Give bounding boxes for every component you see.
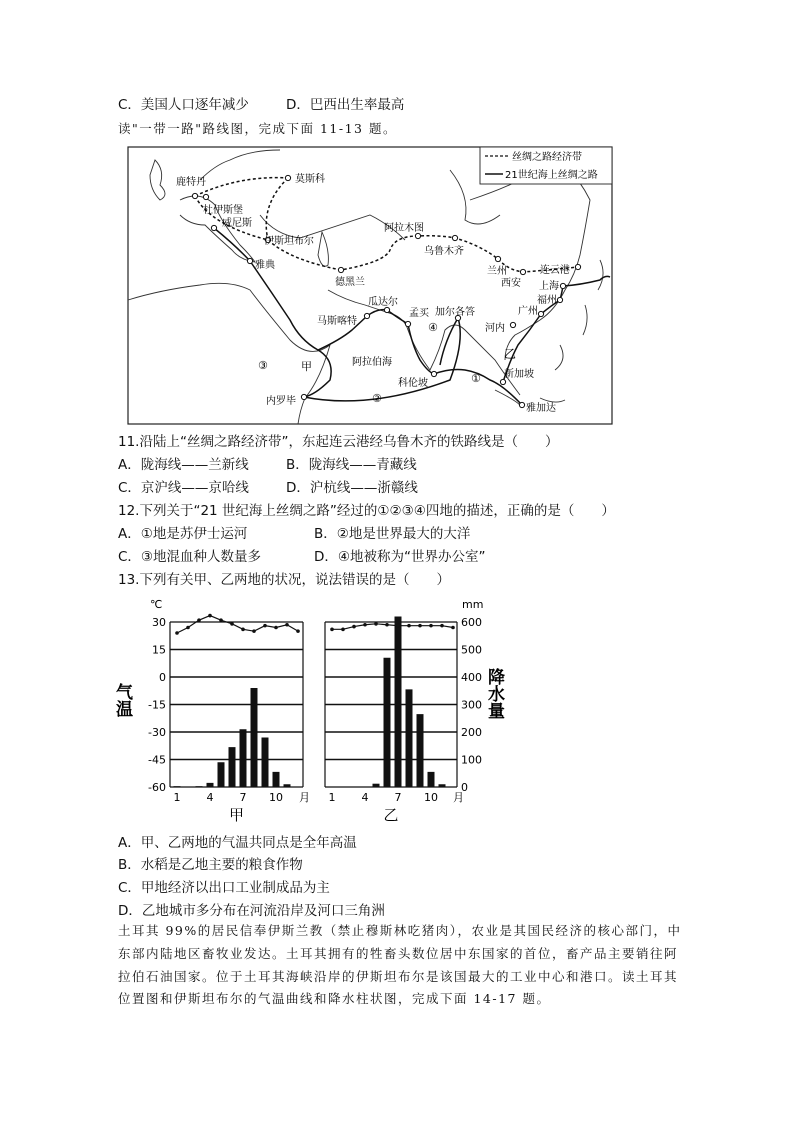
q13-option-b: B．水稻是乙地主要的粮食作物 bbox=[118, 857, 303, 873]
month-unit: 月 bbox=[299, 791, 310, 804]
temperature-point bbox=[396, 624, 400, 628]
temperature-point bbox=[374, 622, 378, 626]
city-label: 兰州 bbox=[487, 266, 507, 277]
temperature-point bbox=[352, 625, 356, 629]
q13-option-d: D．乙地城市多分布在河流沿岸及河口三角洲 bbox=[118, 903, 385, 919]
question-13: 13.下列有关甲、乙两地的状况，说法错误的是（ ） bbox=[118, 572, 450, 588]
temperature-point bbox=[341, 628, 345, 632]
precip-bar bbox=[218, 762, 225, 787]
city-label: 加尔各答 bbox=[435, 307, 475, 318]
temperature-point bbox=[252, 629, 256, 633]
city-label: 科伦坡 bbox=[398, 378, 428, 389]
climate-charts bbox=[0, 590, 794, 830]
temperature-line bbox=[177, 616, 298, 633]
month-tick: 7 bbox=[394, 791, 402, 804]
temp-tick: -15 bbox=[148, 698, 166, 712]
city-label: 杜伊斯堡 bbox=[203, 205, 243, 216]
month-tick: 7 bbox=[239, 791, 247, 804]
temperature-point bbox=[429, 624, 433, 628]
city-dot bbox=[560, 283, 565, 288]
precip-bar bbox=[439, 784, 446, 787]
temperature-point bbox=[219, 618, 223, 622]
month-tick: 10 bbox=[269, 791, 283, 804]
city-dot bbox=[520, 269, 525, 274]
marker-3: ③ bbox=[258, 359, 268, 372]
city-label: 莫斯科 bbox=[295, 174, 325, 185]
q12-options-row2 bbox=[118, 548, 486, 566]
temperature-point bbox=[385, 623, 389, 627]
q12-options-row1 bbox=[118, 525, 470, 543]
precip-tick: 0 bbox=[461, 781, 468, 794]
intro-text: 读"一带一路"路线图，完成下面 11-13 题。 bbox=[118, 121, 397, 136]
city-label: 上海 bbox=[539, 281, 559, 292]
temp-tick: 30 bbox=[152, 616, 166, 629]
precip-tick: 200 bbox=[461, 726, 482, 739]
option-d: D．巴西出生率最高 bbox=[286, 97, 405, 113]
precip-bar bbox=[417, 714, 424, 787]
legend-sea-route: 21世纪海上丝绸之路 bbox=[505, 170, 598, 181]
city-label: 阿拉木图 bbox=[384, 223, 424, 234]
month-tick: 1 bbox=[328, 791, 336, 804]
precip-tick: 500 bbox=[461, 643, 482, 657]
precip-unit: mm bbox=[462, 598, 484, 611]
temperature-point bbox=[175, 631, 179, 635]
precip-bar bbox=[196, 786, 203, 787]
q11-option-a: A．陇海线——兰新线 bbox=[118, 457, 249, 473]
city-dot bbox=[285, 175, 290, 180]
month-tick: 10 bbox=[424, 791, 438, 804]
city-dot bbox=[247, 258, 252, 263]
city-dot bbox=[452, 235, 457, 240]
option-c: C．美国人口逐年减少 bbox=[118, 97, 249, 113]
temperature-point bbox=[451, 626, 455, 630]
passage-line-4: 位置图和伊斯坦布尔的气温曲线和降水柱状图，完成下面 14-17 题。 bbox=[118, 991, 551, 1006]
temperature-line bbox=[332, 624, 453, 630]
precip-bar bbox=[207, 783, 214, 787]
precip-tick: 600 bbox=[461, 616, 482, 629]
city-label: 雅加达 bbox=[526, 403, 556, 414]
temperature-point bbox=[296, 629, 300, 633]
city-dot bbox=[510, 322, 515, 327]
temperature-point bbox=[197, 618, 201, 622]
city-label: 瓜达尔 bbox=[368, 297, 398, 308]
city-label: 新加坡 bbox=[504, 369, 534, 380]
city-label: 乌鲁木齐 bbox=[424, 246, 464, 257]
question-12: 12.下列关于“21 世纪海上丝绸之路”经过的①②③④四地的描述，正确的是（ ） bbox=[118, 503, 615, 519]
q11-option-b: B．陇海线——青藏线 bbox=[286, 457, 417, 473]
city-dot bbox=[500, 379, 505, 384]
precip-bar bbox=[229, 747, 236, 787]
city-label: 孟买 bbox=[409, 308, 429, 319]
q11-option-c: C．京沪线——京哈线 bbox=[118, 480, 249, 496]
temperature-point bbox=[330, 628, 334, 632]
chart-title: 甲 bbox=[228, 806, 245, 824]
city-dot bbox=[431, 371, 436, 376]
city-label: 福州 bbox=[537, 295, 557, 306]
passage-line-3: 拉伯石油国家。位于土耳其海峡沿岸的伊斯坦布尔是该国最大的工业中心和港口。读土耳其 bbox=[118, 969, 679, 984]
precip-bar bbox=[384, 658, 391, 787]
q13-option-c: C．甲地经济以出口工业制成品为主 bbox=[118, 880, 330, 896]
city-label: 威尼斯 bbox=[222, 218, 252, 229]
climate-chart-jia bbox=[112, 598, 310, 824]
q13-option-a: A．甲、乙两地的气温共同点是全年高温 bbox=[118, 835, 357, 851]
city-dot bbox=[557, 297, 562, 302]
precip-bar bbox=[284, 784, 291, 787]
precip-tick: 100 bbox=[461, 753, 482, 767]
precip-bar bbox=[395, 617, 402, 788]
precip-tick: 300 bbox=[461, 698, 482, 712]
temperature-point bbox=[263, 624, 267, 628]
precip-bar bbox=[273, 772, 280, 787]
temp-tick: 15 bbox=[152, 643, 166, 657]
temperature-point bbox=[285, 623, 289, 627]
city-dot bbox=[211, 225, 216, 230]
chart-title: 乙 bbox=[383, 806, 399, 824]
temperature-point bbox=[407, 624, 411, 628]
precip-axis-label: 降水量 bbox=[484, 668, 504, 719]
temp-axis-label: 气温 bbox=[112, 683, 132, 717]
temperature-point bbox=[418, 624, 422, 628]
question-11: 11.沿陆上“丝绸之路经济带”，东起连云港经乌鲁木齐的铁路线是（ ） bbox=[118, 434, 559, 450]
temperature-point bbox=[230, 622, 234, 626]
q11-option-d: D．沪杭线——浙赣线 bbox=[286, 480, 418, 496]
temp-tick: -45 bbox=[148, 753, 166, 767]
passage-line-2: 东部内陆地区畜牧业发达。土耳其拥有的牲畜头数位居中东国家的首位，畜产品主要销往阿 bbox=[118, 946, 679, 961]
precip-bar bbox=[251, 688, 258, 787]
precip-bar bbox=[406, 689, 413, 787]
city-dot bbox=[538, 311, 543, 316]
city-label: 内罗毕 bbox=[266, 396, 296, 407]
q12-option-c: C．③地混血种人数量多 bbox=[118, 549, 262, 565]
temperature-point bbox=[363, 623, 367, 627]
temp-unit: ℃ bbox=[150, 598, 163, 611]
city-label: 雅典 bbox=[255, 260, 275, 271]
city-label: 伊斯坦布尔 bbox=[264, 236, 314, 247]
city-label: 连云港 bbox=[540, 265, 570, 276]
precip-bar bbox=[240, 729, 247, 787]
marker-4: ④ bbox=[428, 321, 438, 334]
city-label: 马斯喀特 bbox=[317, 316, 357, 327]
marker-1: ① bbox=[471, 372, 481, 385]
temperature-point bbox=[208, 614, 212, 618]
q12-option-d: D．④地被称为“世界办公室” bbox=[314, 549, 486, 565]
temperature-point bbox=[186, 626, 190, 630]
temp-tick: 0 bbox=[159, 671, 166, 684]
precip-bar bbox=[373, 784, 380, 787]
arabian-sea-label: 阿拉伯海 bbox=[352, 357, 392, 368]
passage-line-1: 土耳其 99%的居民信奉伊斯兰教（禁止穆斯林吃猪肉），农业是其国民经济的核心部门，中 bbox=[118, 923, 682, 938]
city-dot bbox=[364, 313, 369, 318]
city-label: 河内 bbox=[485, 323, 505, 334]
precip-tick: 400 bbox=[461, 671, 482, 684]
month-tick: 4 bbox=[361, 791, 369, 804]
month-tick: 4 bbox=[206, 791, 214, 804]
marker-2: ② bbox=[372, 392, 382, 405]
q12-option-a: A．①地是苏伊士运河 bbox=[118, 526, 248, 542]
place-yi-label: 乙 bbox=[504, 347, 517, 361]
precip-bar bbox=[174, 786, 181, 787]
q12-option-b: B．②地是世界最大的大洋 bbox=[314, 526, 471, 542]
temperature-point bbox=[274, 626, 278, 630]
q11-options-row1 bbox=[118, 456, 417, 474]
temp-tick: -60 bbox=[148, 781, 166, 794]
city-label: 西安 bbox=[501, 278, 521, 289]
city-dot bbox=[415, 233, 420, 238]
precip-bar bbox=[428, 772, 435, 787]
city-label: 德黑兰 bbox=[335, 277, 365, 288]
month-unit: 月 bbox=[453, 791, 464, 804]
q11-options-row2 bbox=[118, 479, 418, 497]
temperature-point bbox=[440, 624, 444, 628]
city-dot bbox=[405, 321, 410, 326]
temperature-point bbox=[241, 628, 245, 632]
city-label: 广州 bbox=[518, 306, 538, 317]
city-dot bbox=[575, 264, 580, 269]
city-dot bbox=[338, 267, 343, 272]
climate-chart-yi bbox=[325, 598, 505, 824]
place-jia-label: 甲 bbox=[301, 360, 312, 373]
legend-land-route: 丝绸之路经济带 bbox=[512, 152, 582, 163]
city-dot bbox=[301, 394, 306, 399]
temp-tick: -30 bbox=[148, 726, 166, 739]
city-dot bbox=[203, 194, 208, 199]
city-dot bbox=[192, 193, 197, 198]
city-dot bbox=[495, 256, 500, 261]
city-dot bbox=[384, 307, 389, 312]
city-label: 鹿特丹 bbox=[176, 177, 206, 188]
precip-bar bbox=[262, 738, 269, 788]
city-dot bbox=[519, 402, 524, 407]
legend bbox=[480, 147, 612, 184]
belt-road-map bbox=[0, 0, 794, 440]
month-tick: 1 bbox=[173, 791, 181, 804]
